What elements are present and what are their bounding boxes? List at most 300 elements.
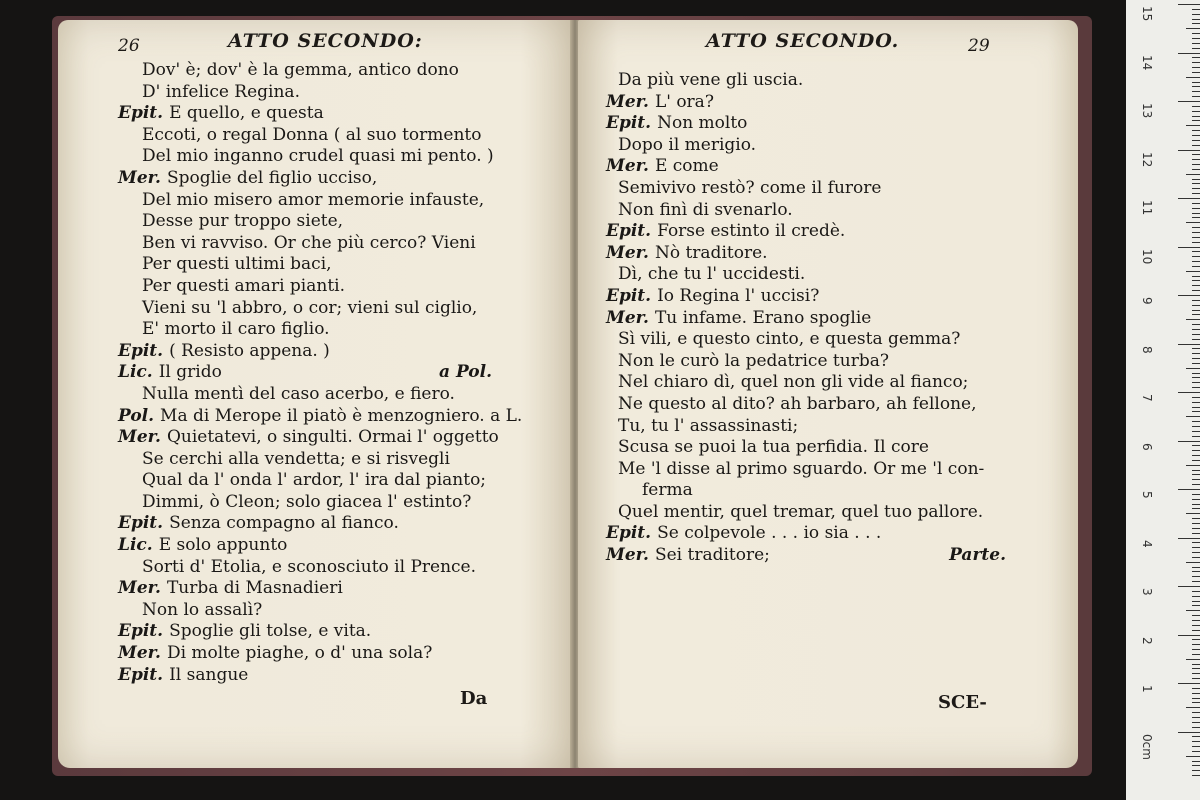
ruler-tick [1178,441,1200,442]
ruler-tick [1192,508,1200,509]
ruler-tick [1192,348,1200,349]
ruler-tick [1192,741,1200,742]
ruler-tick [1186,125,1200,126]
text-line [606,135,1006,157]
ruler-tick [1192,310,1200,311]
ruler-tick [1192,33,1200,34]
verse-text: ferma [642,480,693,501]
verse-text: D' infelice Regina. [142,81,300,102]
ruler-tick [1192,664,1200,665]
ruler-tick [1192,402,1200,403]
verse-text: Nel chiaro dì, quel non gli vide al fianco; [618,372,969,393]
ruler-tick [1192,649,1200,650]
ruler-tick [1192,436,1200,437]
ruler-tick [1192,14,1200,15]
verse-text: Se colpevole . . . io sia . . . [657,523,882,544]
text-line [606,113,1006,135]
ruler-tick [1192,639,1200,640]
stage-direction: Parte. [949,545,1006,566]
text-line [606,480,1006,502]
ruler-tick [1192,358,1200,359]
ruler-tick [1186,28,1200,29]
ruler-tick [1192,334,1200,335]
speaker-label: Epit. [118,103,164,124]
verse-text: Me 'l disse al primo sguardo. Or me 'l con- [618,458,985,479]
verse-text: Qual da l' onda l' ardor, l' ira dal pianto; [142,470,487,491]
ruler-tick [1192,397,1200,398]
ruler-label: 15 [1140,6,1154,22]
ruler-tick [1192,339,1200,340]
verse-text: Del mio inganno crudel quasi mi pento. ) [142,146,494,167]
verse-text: E quello, e questa [169,103,324,124]
ruler-tick [1192,285,1200,286]
ruler-tick [1178,635,1200,636]
ruler-tick [1186,659,1200,660]
text-line [606,286,1006,308]
text-line [118,600,492,622]
ruler-tick [1192,203,1200,204]
ruler-tick [1192,474,1200,475]
verse-text: Dov' è; dov' è la gemma, antico dono [142,60,459,80]
ruler-tick [1192,581,1200,582]
verse-text: Desse pur troppo siete, [142,211,344,232]
ruler-tick [1192,654,1200,655]
ruler-tick [1192,722,1200,723]
verse-text: L' ora? [654,91,714,112]
speaker-label: Epit. [606,221,652,242]
right-page-header: ATTO SECONDO. [706,30,900,52]
speaker-label: Lic. [118,362,153,383]
text-line [118,82,492,104]
text-line [118,298,492,320]
text-line [606,372,1006,394]
verse-text: Ma di Merope il piatò è menzogniero. a L. [160,405,523,426]
ruler-tick [1192,751,1200,752]
ruler-tick [1192,504,1200,505]
speaker-label: Mer. [118,578,161,599]
ruler-tick [1192,523,1200,524]
ruler-tick [1192,470,1200,471]
ruler-tick [1178,538,1200,539]
ruler-tick [1192,693,1200,694]
ruler-tick [1192,455,1200,456]
ruler-tick [1192,57,1200,58]
speaker-label: Mer. [606,242,649,263]
ruler-tick [1192,145,1200,146]
ruler-tick [1192,38,1200,39]
verse-text: Vieni su 'l abbro, o cor; vieni sul ciglio, [142,297,478,318]
ruler-tick [1192,411,1200,412]
text-line [606,200,1006,222]
ruler-tick [1192,625,1200,626]
text-line [606,394,1006,416]
verse-text: Dimmi, ò Cleon; solo giacea l' estinto? [142,491,472,512]
ruler-tick [1192,668,1200,669]
text-line [118,125,492,147]
ruler-tick [1186,707,1200,708]
text-line [118,362,492,384]
verse-text: Nò traditore. [654,242,768,263]
text-line [118,643,492,665]
ruler-tick [1192,96,1200,97]
ruler-tick [1192,130,1200,131]
ruler-tick [1192,23,1200,24]
ruler-tick [1192,431,1200,432]
text-line [118,578,492,600]
ruler-tick [1192,620,1200,621]
ruler-tick [1192,484,1200,485]
ruler-tick [1192,116,1200,117]
text-line [606,243,1006,265]
verse-text: Sì vili, e questo cinto, e questa gemma? [618,329,961,350]
ruler-tick [1192,251,1200,252]
ruler-tick [1192,601,1200,602]
ruler-label: 7 [1140,394,1154,402]
ruler-tick [1192,324,1200,325]
ruler-tick [1178,344,1200,345]
ruler-tick [1186,465,1200,466]
speaker-label: Mer. [606,91,649,112]
ruler-tick [1192,67,1200,68]
ruler-tick [1192,159,1200,160]
ruler-tick [1178,683,1200,684]
ruler-tick [1192,567,1200,568]
ruler-tick [1192,571,1200,572]
verse-text: Ben vi ravviso. Or che più cerco? Vieni [142,232,476,253]
ruler-tick [1192,135,1200,136]
ruler-tick [1192,363,1200,364]
ruler-tick [1192,183,1200,184]
ruler-tick [1192,615,1200,616]
verse-text: Per questi amari pianti. [142,275,345,296]
ruler-tick [1192,717,1200,718]
verse-text: Non molto [657,113,748,134]
ruler-tick [1192,547,1200,548]
ruler-tick [1192,140,1200,141]
ruler-tick [1192,232,1200,233]
verse-text: Forse estinto il credè. [657,221,846,242]
ruler-tick [1192,770,1200,771]
ruler-tick [1192,72,1200,73]
text-line [606,156,1006,178]
ruler-tick [1192,237,1200,238]
ruler-tick [1192,227,1200,228]
ruler-tick [1192,746,1200,747]
ruler-tick [1192,605,1200,606]
text-line [606,416,1006,438]
ruler-tick [1186,319,1200,320]
ruler-label: 4 [1140,539,1154,548]
text-line [118,665,492,687]
text-line [118,60,492,82]
ruler-tick [1192,19,1200,20]
ruler-tick [1192,450,1200,451]
text-line [118,449,492,471]
left-page-header: ATTO SECONDO: [228,30,423,52]
ruler-tick [1192,193,1200,194]
ruler-tick [1186,77,1200,78]
right-page-text [606,70,1006,567]
speaker-label: Lic. [118,535,153,556]
verse-text: Io Regina l' uccisi? [657,285,820,306]
ruler-tick [1178,4,1200,5]
speaker-label: Pol. [118,405,155,426]
ruler-tick [1192,591,1200,592]
text-line [606,523,1006,545]
ruler-tick [1192,91,1200,92]
text-line [118,535,492,557]
verse-text: Dopo il merigio. [618,134,757,155]
verse-text: Non le curò la pedatrice turba? [618,350,889,371]
ruler-tick [1192,256,1200,257]
verse-text: ( Resisto appena. ) [169,340,330,361]
text-line [118,384,492,406]
verse-text: Del mio misero amor memorie infauste, [142,189,485,210]
ruler-tick [1192,62,1200,63]
text-line [118,146,492,168]
text-line [606,92,1006,114]
text-line [606,545,1006,567]
ruler-label: 5 [1140,491,1154,499]
text-line [118,319,492,341]
ruler-tick [1192,528,1200,529]
ruler-tick [1192,557,1200,558]
ruler-label: 8 [1140,345,1154,354]
verse-text: Eccoti, o regal Donna ( al suo tormento [142,124,482,145]
ruler-tick [1178,247,1200,248]
speaker-label: Epit. [118,513,164,534]
ruler-tick [1192,775,1200,776]
text-line [606,329,1006,351]
ruler-label: 1 [1140,685,1154,693]
verse-text: Tu, tu l' assassinasti; [618,415,799,436]
speaker-label: Epit. [118,664,164,685]
ruler-tick [1192,213,1200,214]
verse-text: E come [654,156,719,177]
ruler-tick [1192,678,1200,679]
ruler-tick [1192,9,1200,10]
ruler-tick [1186,222,1200,223]
ruler-tick [1178,586,1200,587]
text-line [118,254,492,276]
speaker-label: Mer. [118,427,161,448]
ruler-label: 10 [1140,248,1154,264]
ruler-tick [1192,290,1200,291]
ruler-label: 9 [1140,297,1154,305]
ruler-tick [1192,353,1200,354]
verse-text: Nulla mentì del caso acerbo, e fiero. [142,383,455,404]
ruler-tick [1192,426,1200,427]
text-line [606,264,1006,286]
ruler-tick [1192,761,1200,762]
ruler-tick [1192,169,1200,170]
left-page-text [118,60,523,686]
ruler-tick [1192,261,1200,262]
ruler-tick [1192,736,1200,737]
verse-text: Se cerchi alla vendetta; e si risvegli [142,448,450,469]
ruler-tick [1186,368,1200,369]
ruler-tick [1192,727,1200,728]
verse-text: Il sangue [169,664,249,685]
left-page-number: 26 [118,36,140,56]
ruler-tick [1192,596,1200,597]
verse-text: Per questi ultimi baci, [142,254,332,275]
ruler-tick [1186,756,1200,757]
text-line [118,341,492,363]
ruler-tick [1192,479,1200,480]
verse-text: Da più vene gli uscia. [618,70,804,90]
verse-text: Sorti d' Etolia, e sconosciuto il Prence. [142,556,476,577]
ruler-tick [1178,198,1200,199]
speaker-label: Epit. [118,340,164,361]
ruler-tick [1192,518,1200,519]
verse-text: Tu infame. Erano spoglie [654,307,872,328]
verse-text: Quel mentir, quel tremar, quel tuo pallore. [618,501,984,522]
verse-text: Ne questo al dito? ah barbaro, ah fellone, [618,393,977,414]
verse-text: Dì, che tu l' uccidesti. [618,264,806,285]
ruler-tick [1192,276,1200,277]
speaker-label: Epit. [606,113,652,134]
text-line [606,502,1006,524]
text-line [118,233,492,255]
text-line [118,492,492,514]
ruler-tick [1186,610,1200,611]
ruler-tick [1178,732,1200,733]
ruler-tick [1192,188,1200,189]
ruler-label: 6 [1140,442,1154,451]
ruler-tick [1192,698,1200,699]
ruler-tick [1192,217,1200,218]
verse-text: E solo appunto [158,535,288,556]
text-line [118,211,492,233]
ruler-tick [1178,392,1200,393]
text-line [118,168,492,190]
ruler-label: 3 [1140,588,1154,596]
text-line [118,621,492,643]
ruler-label: 11 [1140,200,1154,216]
ruler-tick [1192,329,1200,330]
verse-text: Quietatevi, o singulti. Ormai l' oggetto [166,427,499,448]
ruler-tick [1192,702,1200,703]
ruler-tick [1178,489,1200,490]
speaker-label: Epit. [118,621,164,642]
ruler-tick [1192,111,1200,112]
left-catchword: Da [460,688,488,709]
ruler-label: 0cm [1140,733,1154,760]
ruler-tick [1178,53,1200,54]
verse-text: Turba di Masnadieri [166,578,343,599]
ruler-tick [1192,688,1200,689]
ruler-tick [1192,106,1200,107]
text-line [606,437,1006,459]
right-page-number: 29 [968,36,990,56]
ruler-label: 13 [1140,103,1154,119]
verse-text: Il grido [158,362,222,383]
text-line [606,308,1006,330]
speaker-label: Mer. [606,156,649,177]
ruler-tick [1192,305,1200,306]
ruler-tick [1186,562,1200,563]
ruler-tick [1192,460,1200,461]
ruler-label: 12 [1140,151,1154,167]
text-line [118,405,523,428]
ruler-tick [1192,630,1200,631]
ruler-tick [1192,387,1200,388]
verse-text: Non lo assalì? [142,599,263,620]
verse-text: Di molte piaghe, o d' una sola? [166,643,433,664]
ruler-tick [1192,499,1200,500]
ruler-tick [1192,552,1200,553]
verse-text: Semivivo restò? come il furore [618,177,882,198]
ruler-tick [1192,266,1200,267]
text-line [606,70,1006,92]
text-line [118,103,492,125]
verse-text: Non finì di svenarlo. [618,199,793,220]
verse-text: Senza compagno al fianco. [169,513,399,534]
right-catchword: SCE- [938,692,987,713]
ruler-tick [1186,271,1200,272]
ruler-tick [1192,576,1200,577]
ruler-tick [1178,150,1200,151]
speaker-label: Mer. [118,643,161,664]
ruler-tick [1192,164,1200,165]
ruler-label: 14 [1140,54,1154,70]
text-line [118,470,492,492]
verse-text: E' morto il caro figlio. [142,319,330,340]
speaker-label: Mer. [118,167,161,188]
ruler-tick [1192,82,1200,83]
ruler-tick [1192,421,1200,422]
ruler-tick [1192,86,1200,87]
verse-text: Sei traditore; [654,545,770,566]
ruler-tick [1192,300,1200,301]
ruler-tick [1192,542,1200,543]
ruler-tick [1186,416,1200,417]
text-line [606,351,1006,373]
text-line [606,178,1006,200]
text-line [606,221,1006,243]
stage-direction: a Pol. [439,362,492,383]
ruler-label: 2 [1140,636,1154,645]
ruler-tick [1192,533,1200,534]
ruler-tick [1192,208,1200,209]
ruler-tick [1192,242,1200,243]
ruler-tick [1192,373,1200,374]
text-line [118,513,492,535]
text-line [118,190,492,212]
speaker-label: Epit. [606,285,652,306]
text-line [606,459,1006,481]
verse-text: Spoglie gli tolse, e vita. [169,621,372,642]
ruler-tick [1192,377,1200,378]
ruler-tick [1192,673,1200,674]
ruler-tick [1186,174,1200,175]
verse-text: Scusa se puoi la tua perfidia. Il core [618,437,929,458]
ruler-tick [1192,765,1200,766]
ruler-tick [1192,48,1200,49]
speaker-label: Mer. [606,545,649,566]
text-line [118,557,492,579]
measuring-ruler [1126,0,1200,800]
verse-text: Spoglie del figlio ucciso, [166,167,378,188]
ruler-tick [1192,179,1200,180]
ruler-tick [1192,280,1200,281]
ruler-tick [1178,295,1200,296]
ruler-tick [1178,101,1200,102]
ruler-tick [1192,712,1200,713]
ruler-tick [1192,43,1200,44]
ruler-tick [1192,494,1200,495]
